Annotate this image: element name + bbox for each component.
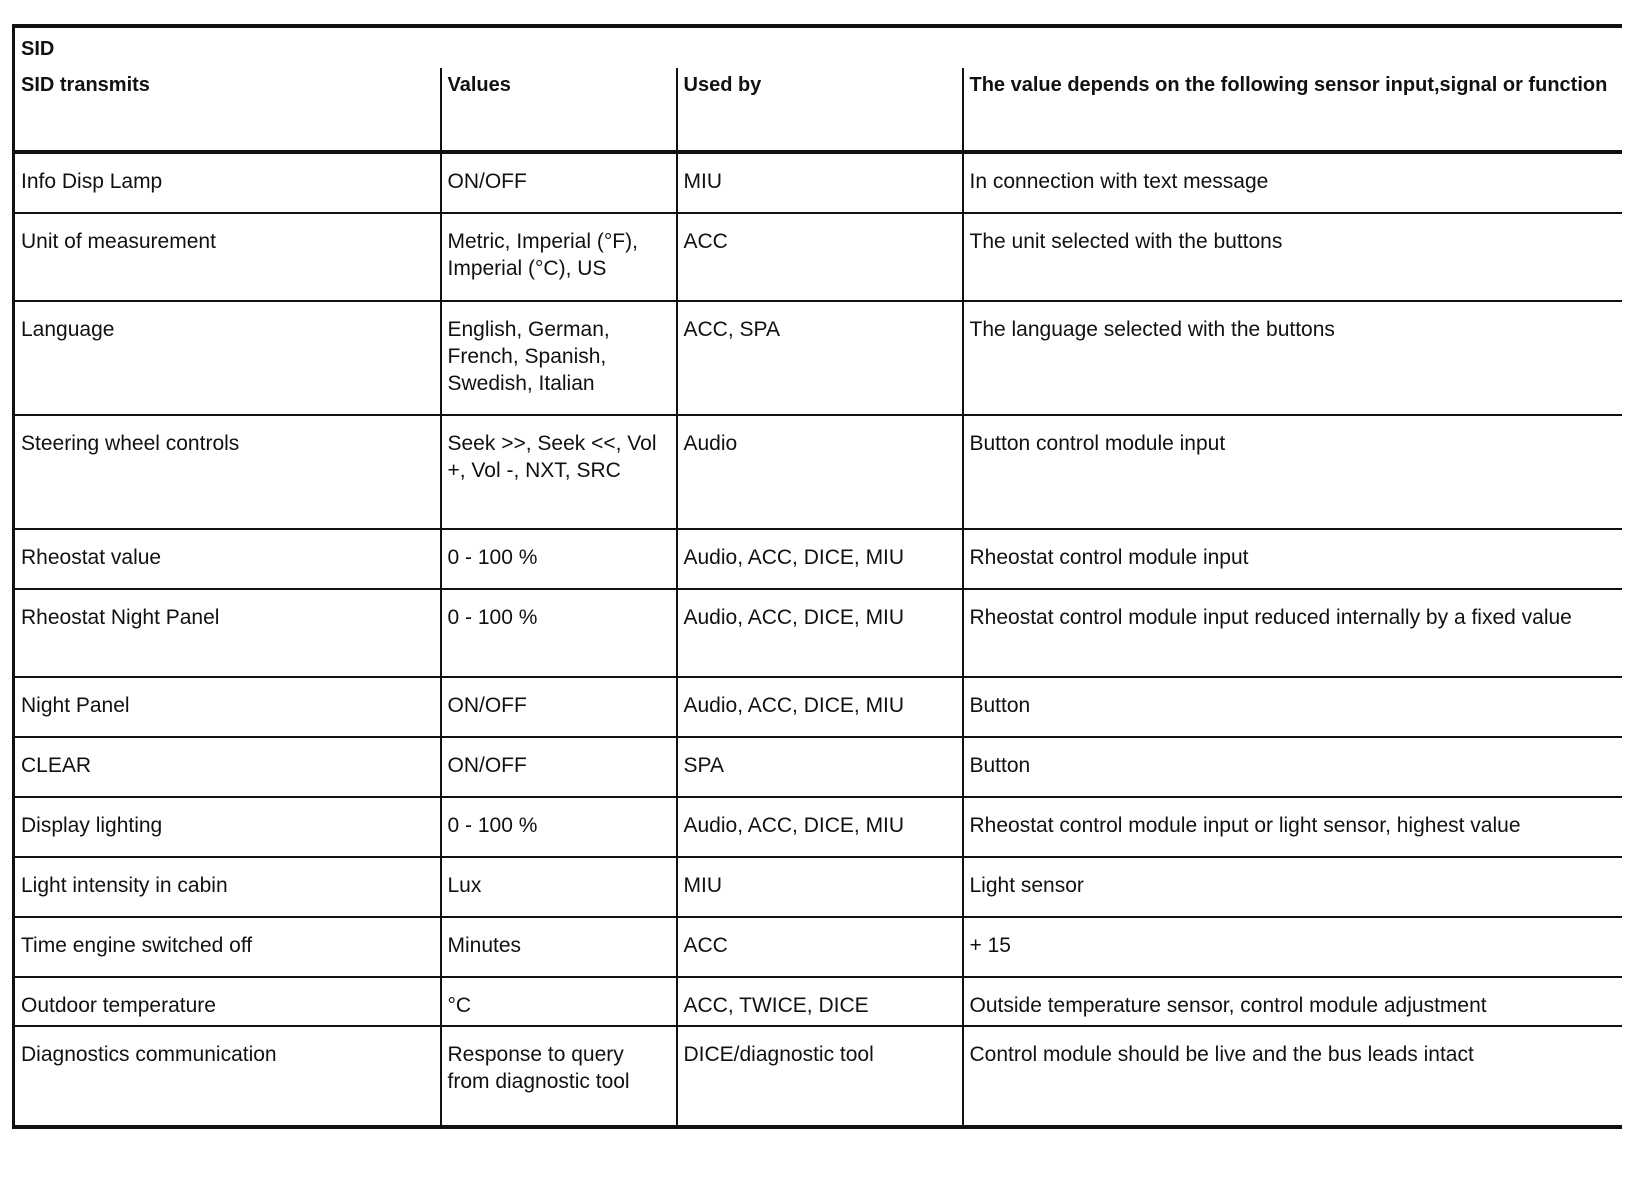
table-row (14, 301, 1622, 415)
cell-used-by: Audio, ACC, DICE, MIU (677, 797, 963, 857)
cell-values: 0 - 100 % (441, 589, 677, 677)
cell-used-by: Audio, ACC, DICE, MIU (677, 529, 963, 589)
cell-signal: Outdoor temperature (14, 977, 441, 1026)
table-row (14, 797, 1622, 857)
cell-used-by: SPA (677, 737, 963, 797)
table-row (14, 529, 1622, 589)
cell-used-by: ACC (677, 917, 963, 977)
table-title: SID (14, 26, 1622, 68)
cell-depends-on: Button (963, 737, 1622, 797)
cell-used-by: ACC, TWICE, DICE (677, 977, 963, 1026)
cell-used-by: ACC (677, 213, 963, 301)
cell-used-by: Audio (677, 415, 963, 529)
column-header-values: Values (441, 68, 677, 152)
cell-values: 0 - 100 % (441, 797, 677, 857)
cell-signal: Light intensity in cabin (14, 857, 441, 917)
cell-used-by: MIU (677, 152, 963, 213)
cell-signal: Display lighting (14, 797, 441, 857)
table-row (14, 977, 1622, 1026)
column-header-depends-on: The value depends on the following sensor input,signal or function (963, 68, 1622, 152)
cell-used-by: ACC, SPA (677, 301, 963, 415)
table-row (14, 857, 1622, 917)
sid-document (12, 24, 1620, 1129)
table-row (14, 589, 1622, 677)
cell-depends-on: Rheostat control module input reduced internally by a fixed value (963, 589, 1622, 677)
cell-signal: Steering wheel controls (14, 415, 441, 529)
table-row (14, 1026, 1622, 1127)
table-row (14, 415, 1622, 529)
cell-depends-on: The unit selected with the buttons (963, 213, 1622, 301)
table-title-row (14, 26, 1622, 68)
cell-values: English, German, French, Spanish, Swedish, Italian (441, 301, 677, 415)
cell-used-by: MIU (677, 857, 963, 917)
column-header-used-by: Used by (677, 68, 963, 152)
cell-depends-on: In connection with text message (963, 152, 1622, 213)
table-header-row (14, 68, 1622, 152)
cell-values: ON/OFF (441, 677, 677, 737)
column-header-sid-transmits: SID transmits (14, 68, 441, 152)
cell-signal: Night Panel (14, 677, 441, 737)
cell-signal: Info Disp Lamp (14, 152, 441, 213)
cell-used-by: DICE/diagnostic tool (677, 1026, 963, 1127)
cell-values: 0 - 100 % (441, 529, 677, 589)
cell-values: Lux (441, 857, 677, 917)
cell-signal: Rheostat value (14, 529, 441, 589)
cell-values: ON/OFF (441, 152, 677, 213)
cell-values: Seek >>, Seek <<, Vol +, Vol -, NXT, SRC (441, 415, 677, 529)
table-row (14, 677, 1622, 737)
table-row (14, 152, 1622, 213)
cell-values: Response to query from diagnostic tool (441, 1026, 677, 1127)
cell-depends-on: Control module should be live and the bus leads intact (963, 1026, 1622, 1127)
cell-signal: Language (14, 301, 441, 415)
cell-depends-on: Button control module input (963, 415, 1622, 529)
cell-values: Minutes (441, 917, 677, 977)
cell-values: °C (441, 977, 677, 1026)
cell-values: ON/OFF (441, 737, 677, 797)
cell-used-by: Audio, ACC, DICE, MIU (677, 589, 963, 677)
cell-depends-on: Rheostat control module input or light sensor, highest value (963, 797, 1622, 857)
table-row (14, 213, 1622, 301)
cell-depends-on: Button (963, 677, 1622, 737)
cell-depends-on: Outside temperature sensor, control module adjustment (963, 977, 1622, 1026)
cell-signal: Diagnostics communication (14, 1026, 441, 1127)
cell-signal: CLEAR (14, 737, 441, 797)
cell-depends-on: The language selected with the buttons (963, 301, 1622, 415)
cell-signal: Unit of measurement (14, 213, 441, 301)
table-row (14, 917, 1622, 977)
sid-signal-table (12, 24, 1622, 1129)
cell-depends-on: + 15 (963, 917, 1622, 977)
table-row (14, 737, 1622, 797)
cell-values: Metric, Imperial (°F), Imperial (°C), US (441, 213, 677, 301)
cell-signal: Rheostat Night Panel (14, 589, 441, 677)
cell-depends-on: Light sensor (963, 857, 1622, 917)
cell-depends-on: Rheostat control module input (963, 529, 1622, 589)
cell-used-by: Audio, ACC, DICE, MIU (677, 677, 963, 737)
cell-signal: Time engine switched off (14, 917, 441, 977)
